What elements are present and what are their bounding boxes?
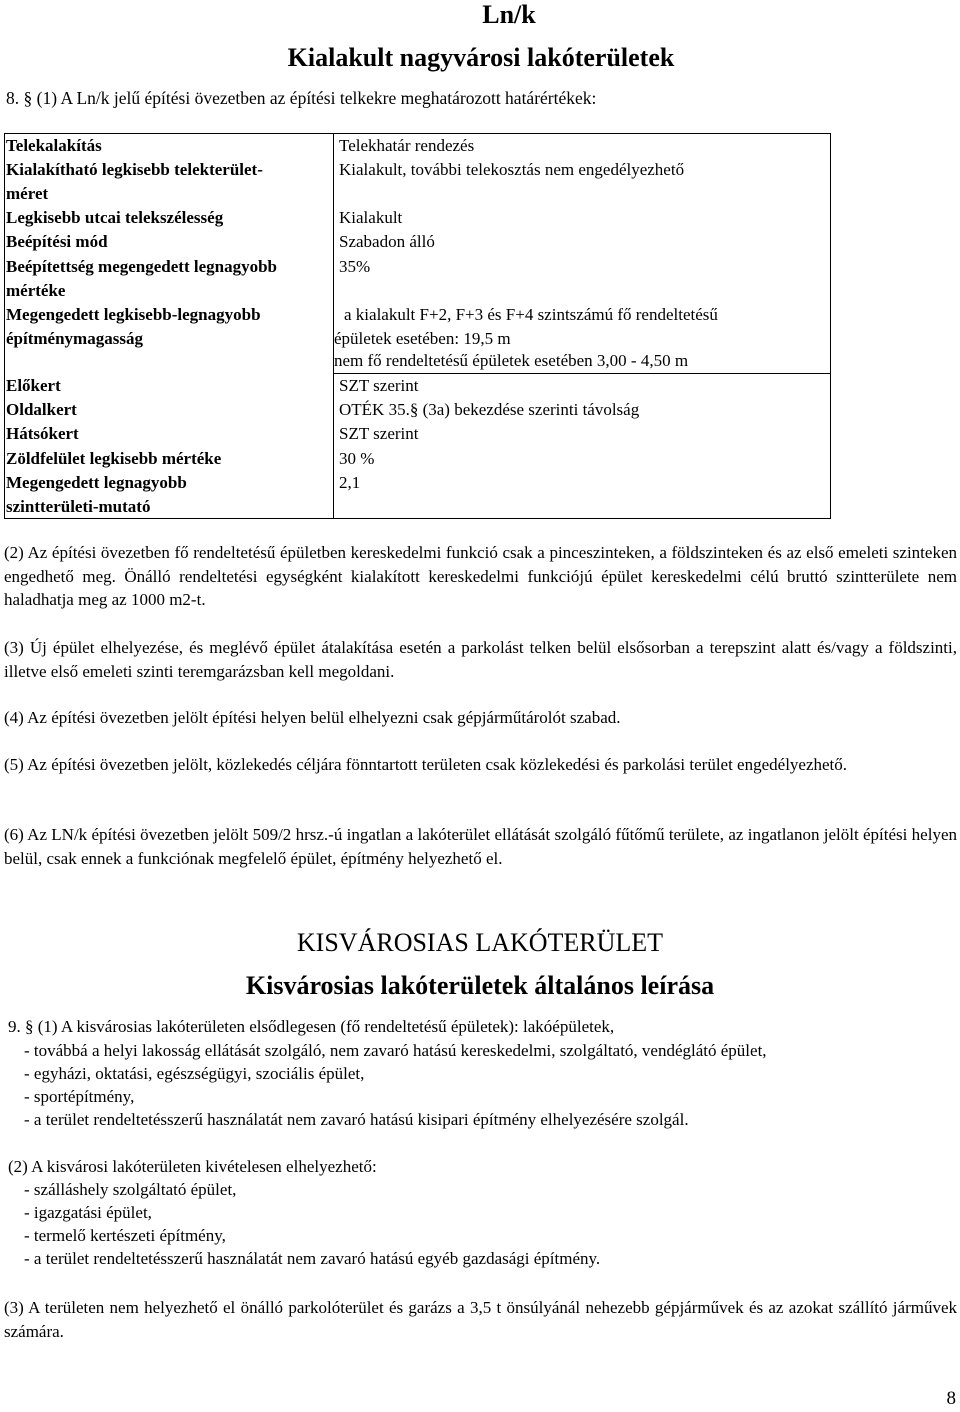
- table-row-value: 35%: [339, 257, 371, 276]
- table-row-value: a kialakult F+2, F+3 és F+4 szintszámú fő rendeltetésű: [344, 305, 718, 324]
- table-border: [4, 133, 5, 519]
- table-row-value: 2,1: [339, 473, 361, 492]
- table-row-value: épületek esetében: 19,5 m: [334, 329, 511, 348]
- section9-p3: (3) A területen nem helyezhető el önálló parkolóterület és garázs a 3,5 t önsúlyánál nehezebb gépjárművek és az azokat szállító járművek számára.: [4, 1298, 957, 1341]
- table-row-label: Legkisebb utcai telekszélesség: [6, 208, 224, 227]
- table-row-label: méret: [6, 184, 49, 203]
- table-row-value: Kialakult: [339, 208, 403, 227]
- list-item: - továbbá a helyi lakosság ellátását szolgáló, nem zavaró hatású kereskedelmi, szolgáltató, vendéglátó épület,: [24, 1041, 767, 1060]
- table-row-value: nem fő rendeltetésű épületek esetében 3,00 - 4,50 m: [334, 351, 689, 370]
- table-row-value: Szabadon álló: [339, 232, 435, 251]
- list-item: - a terület rendeltetésszerű használatát nem zavaró hatású kisipari építmény elhelyezésére szolgál.: [24, 1110, 689, 1129]
- table-border: [333, 133, 334, 519]
- paragraph-2: (2) Az építési övezetben fő rendeltetésű épületben kereskedelmi funkció csak a pinceszinteken, a földszinteken és az első emeleti szinteken engedhető meg. Önálló rendeltetési egységként kialakított kereskedelmi funkciójú épület kereskedelmi célú bruttó szintterülete nem haladhatja meg az 1000 m2-t.: [4, 543, 957, 609]
- table-row-value: Kialakult, további telekosztás nem engedélyezhető: [339, 160, 685, 179]
- table-row-label: Megengedett legkisebb-legnagyobb: [6, 305, 261, 324]
- section-subheading: Kisvárosias lakóterületek általános leírása: [245, 971, 715, 1000]
- table-row-value: 30 %: [339, 449, 375, 468]
- table-border: [333, 373, 831, 374]
- table-row-label: Hátsókert: [6, 424, 79, 443]
- table-row-label: Oldalkert: [6, 400, 77, 419]
- list-item: - termelő kertészeti építmény,: [24, 1226, 226, 1245]
- table-row-label: mértéke: [6, 281, 66, 300]
- table-row-label: Beépítettség megengedett legnagyobb: [6, 257, 278, 276]
- paragraph-3: (3) Új épület elhelyezése, és meglévő épület átalakítása esetén a parkolást telken belül elsősorban a terepszint alatt és/vagy a földszinti, illetve első emeleti szinti teremgarázsban kell megoldani.: [4, 638, 957, 681]
- section-heading: KISVÁROSIAS LAKÓTERÜLET: [296, 928, 664, 957]
- table-border: [4, 518, 831, 519]
- list-item: - igazgatási épület,: [24, 1203, 152, 1222]
- table-row-label: Zöldfelület legkisebb mértéke: [6, 449, 222, 468]
- table-row-value: SZT szerint: [339, 424, 419, 443]
- list-item: - egyházi, oktatási, egészségügyi, szociális épület,: [24, 1064, 365, 1083]
- zone-title: Kialakult nagyvárosi lakóterületek: [287, 43, 675, 72]
- table-row-value: Telekhatár rendezés: [339, 136, 475, 155]
- list-item: - szálláshely szolgáltató épület,: [24, 1180, 237, 1199]
- table-row-label: Telekalakítás: [6, 136, 102, 155]
- list-item: - a terület rendeltetésszerű használatát nem zavaró hatású egyéb gazdasági építmény.: [24, 1249, 601, 1268]
- page-number: 8: [946, 1388, 956, 1409]
- section9-p1-intro: 9. § (1) A kisvárosias lakóterületen elsődlegesen (fő rendeltetésű épületek): lakóépületek,: [8, 1017, 615, 1036]
- paragraph-6: (6) Az LN/k építési övezetben jelölt 509/2 hrsz.-ú ingatlan a lakóterület ellátását szolgáló fűtőmű területe, az ingatlanon jelölt építési helyen belül, csak ennek a funkciónak megfelelő épület, építmény helyezhető el.: [4, 825, 957, 868]
- zone-code: Ln/k: [482, 0, 536, 29]
- table-row-value: OTÉK 35.§ (3a) bekezdése szerinti távolság: [339, 400, 640, 419]
- table-row-value: SZT szerint: [339, 376, 419, 395]
- list-item: - sportépítmény,: [24, 1087, 135, 1106]
- table-row-label: Megengedett legnagyobb: [6, 473, 187, 492]
- table-row-label: Előkert: [6, 376, 61, 395]
- table-row-label: építménymagasság: [6, 329, 143, 348]
- table-border: [4, 133, 831, 134]
- section8-intro: 8. § (1) A Ln/k jelű építési övezetben az építési telkekre meghatározott határértékek:: [6, 88, 597, 108]
- table-border: [830, 133, 831, 519]
- paragraph-4: (4) Az építési övezetben jelölt építési helyen belül elhelyezni csak gépjárműtárolót szabad.: [4, 708, 621, 727]
- table-row-label: Kialakítható legkisebb telekterület-: [6, 160, 263, 179]
- table-row-label: Beépítési mód: [6, 232, 108, 251]
- table-row-label: szintterületi-mutató: [6, 497, 151, 516]
- paragraph-5: (5) Az építési övezetben jelölt, közlekedés céljára fönntartott területen csak közlekedési és parkolási terület engedélyezhető.: [4, 755, 848, 774]
- section9-p2-intro: (2) A kisvárosi lakóterületen kivételesen elhelyezhető:: [8, 1157, 377, 1176]
